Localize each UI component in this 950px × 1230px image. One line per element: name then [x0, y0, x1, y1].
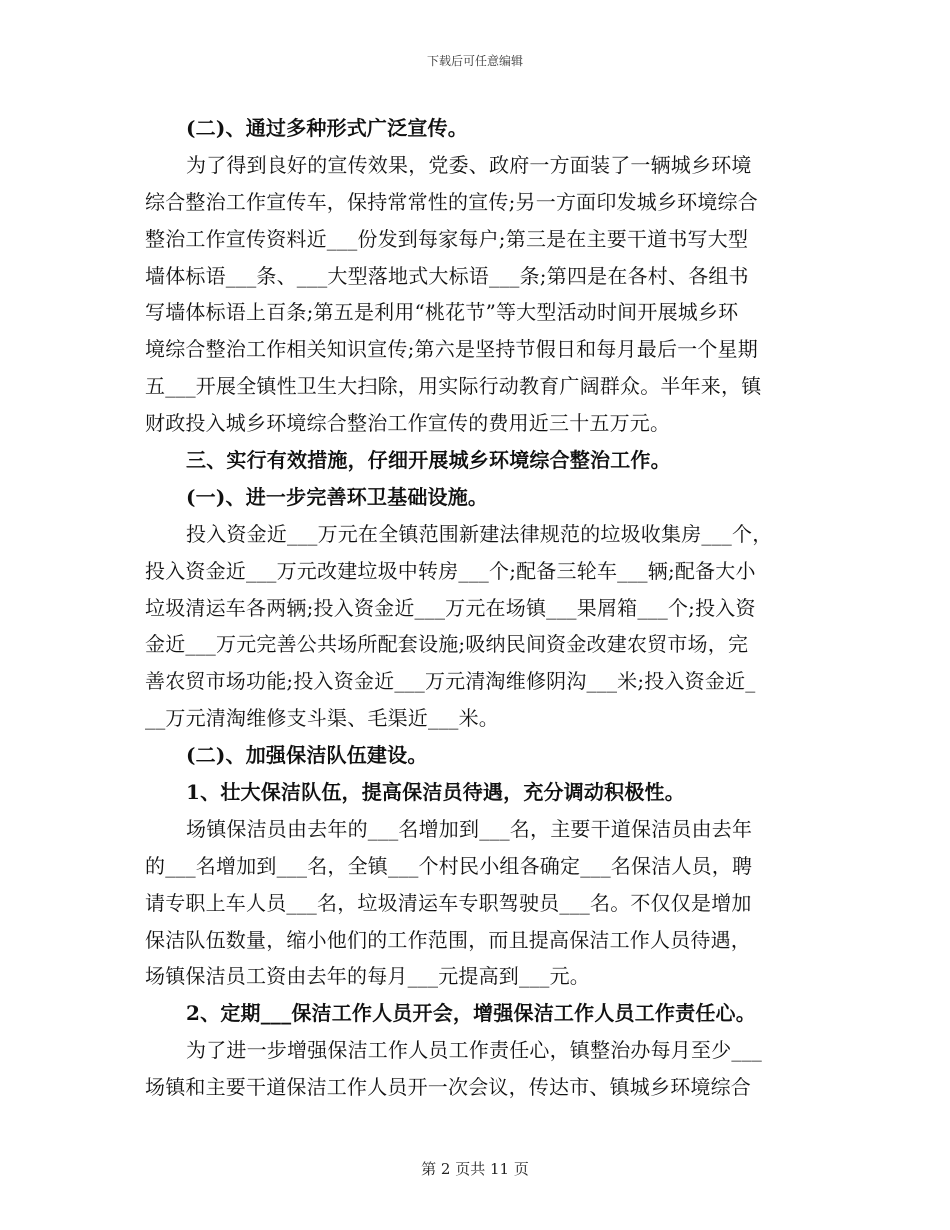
- body-text-line: 财政投入城乡环境综合整治工作宣传的费用近三十五万元。: [145, 411, 671, 436]
- body-text-line: 场镇保洁员工资由去年的每月___元提高到___元。: [145, 964, 590, 989]
- body-text-line: __万元清淘维修支斗渠、毛渠近___米。: [145, 706, 499, 731]
- section-heading: 2、定期___保洁工作人员开会，增强保洁工作人员工作责任心。: [186, 1001, 756, 1026]
- section-heading: 三、实行有效措施，仔细开展城乡环境综合整治工作。: [186, 448, 671, 473]
- section-heading: 1、壮大保洁队伍，提高保洁员待遇，充分调动积极性。: [186, 780, 685, 805]
- body-text-line: 场镇保洁员由去年的___名增加到___名，主要干道保洁员由去年: [186, 816, 753, 841]
- document-body: [145, 110, 805, 1106]
- body-text-line: 投入资金近___万元改建垃圾中转房___个;配备三轮车___辆;配备大小: [145, 558, 756, 583]
- section-heading: (一)、进一步完善环卫基础设施。: [186, 484, 489, 509]
- body-text-line: 五___开展全镇性卫生大扫除，用实际行动教育广阔群众。半年来，镇: [145, 374, 762, 399]
- body-text-line: 善农贸市场功能;投入资金近___万元清淘维修阴沟___米;投入资金近_: [145, 669, 756, 694]
- body-text-line: 投入资金近___万元在全镇范围新建法律规范的垃圾收集房___个，: [186, 521, 773, 546]
- body-text-line: 场镇和主要干道保洁工作人员开一次会议，传达市、镇城乡环境综合: [145, 1075, 751, 1100]
- body-text-line: 金近___万元完善公共场所配套设施;吸纳民间资金改建农贸市场，完: [145, 632, 749, 657]
- body-text-line: 为了进一步增强保洁工作人员工作责任心，镇整治办每月至少___: [186, 1038, 762, 1063]
- body-text-line: 整治工作宣传资料近___份发到每家每户;第三是在主要干道书写大型: [145, 226, 749, 251]
- body-text-line: 为了得到良好的宣传效果，党委、政府一方面装了一辆城乡环境: [186, 152, 752, 177]
- body-text-line: 写墙体标语上百条;第五是利用“桃花节”等大型活动时间开展城乡环: [145, 300, 739, 325]
- body-text-line: 墙体标语___条、___大型落地式大标语___条;第四是在各村、各组书: [145, 263, 749, 288]
- page-footer: 第 2 页共 11 页: [421, 1160, 529, 1178]
- body-text-line: 综合整治工作宣传车，保持常常性的宣传;另一方面印发城乡环境综合: [145, 189, 758, 214]
- body-text-line: 的___名增加到___名，全镇___个村民小组各确定___名保洁人员，聘: [145, 853, 753, 878]
- page-header: 下载后可任意编辑: [426, 54, 523, 68]
- section-heading: (二)、通过多种形式广泛宣传。: [186, 116, 468, 140]
- body-text-line: 请专职上车人员___名，垃圾清运车专职驾驶员___名。不仅仅是增加: [145, 890, 752, 915]
- body-text-line: 垃圾清运车各两辆;投入资金近___万元在场镇___果屑箱___个;投入资: [145, 595, 756, 620]
- body-text-line: 保洁队伍数量，缩小他们的工作范围，而且提高保洁工作人员待遇，: [145, 927, 751, 952]
- section-heading: (二)、加强保洁队伍建设。: [186, 743, 428, 768]
- body-text-line: 境综合整治工作相关知识宣传;第六是坚持节假日和每月最后一个星期: [145, 337, 758, 362]
